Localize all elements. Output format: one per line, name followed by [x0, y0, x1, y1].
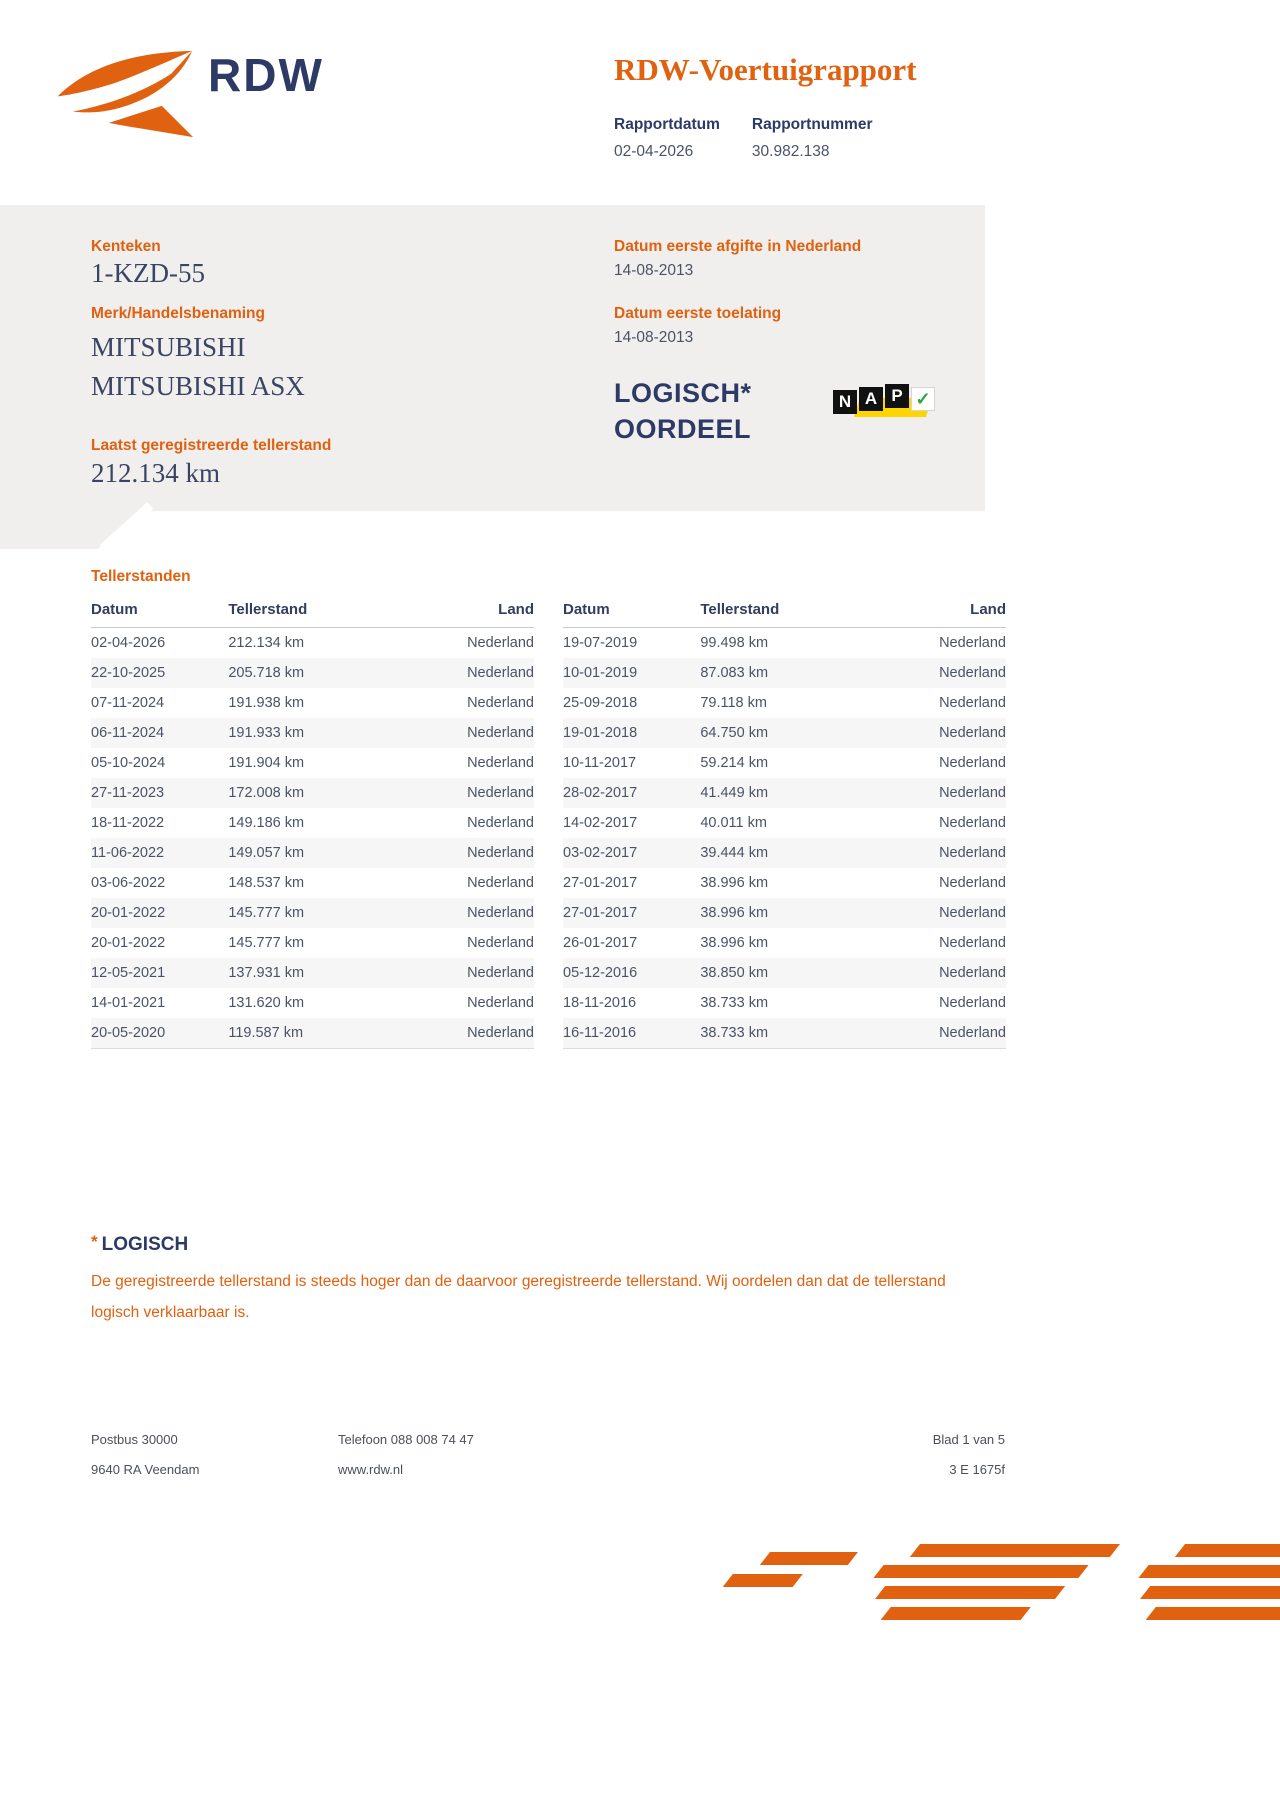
cell-tellerstand: 212.134 km	[228, 635, 305, 651]
table-row	[563, 898, 1006, 928]
cell-tellerstand: 149.186 km	[228, 815, 305, 831]
toelating-value: 14-08-2013	[614, 329, 694, 346]
cell-land: Nederland	[467, 905, 534, 921]
cell-datum: 11-06-2022	[91, 845, 165, 861]
cell-datum: 27-01-2017	[563, 905, 638, 921]
cell-tellerstand: 191.938 km	[228, 695, 305, 711]
cell-land: Nederland	[467, 785, 534, 801]
bottom-wing-stripes-decoration	[645, 1538, 1280, 1648]
oordeel-line1: LOGISCH*	[614, 378, 752, 408]
rdw-logo-wordmark: RDW	[208, 49, 324, 101]
table-row	[563, 688, 1006, 718]
cell-tellerstand: 40.011 km	[700, 815, 767, 831]
rdw-logo	[52, 48, 324, 140]
report-number-block	[752, 116, 873, 161]
cell-tellerstand: 145.777 km	[228, 935, 305, 951]
kenteken-label: Kenteken	[91, 238, 161, 255]
cell-land: Nederland	[467, 815, 534, 831]
cell-land: Nederland	[467, 635, 534, 651]
footer-doc-code: 3 E 1675f	[949, 1462, 1005, 1477]
report-date-label: Rapportdatum	[614, 116, 720, 133]
cell-tellerstand: 64.750 km	[700, 725, 769, 741]
table-row	[91, 658, 534, 688]
tellerstand-value: 212.134 km	[91, 458, 221, 488]
cell-tellerstand: 191.904 km	[228, 755, 305, 771]
table-row	[91, 688, 534, 718]
cell-datum: 27-01-2017	[563, 875, 638, 891]
table-row	[563, 1018, 1006, 1049]
table-row	[91, 718, 534, 748]
cell-land: Nederland	[939, 875, 1006, 891]
tellerstand-label: Laatst geregistreerde tellerstand	[91, 437, 332, 454]
cell-datum: 20-01-2022	[91, 905, 166, 921]
cell-datum: 07-11-2024	[91, 695, 165, 711]
cell-land: Nederland	[939, 725, 1006, 741]
report-title: RDW-Voertuigrapport	[614, 52, 917, 87]
table-row	[563, 808, 1006, 838]
cell-land: Nederland	[939, 965, 1006, 981]
nap-letter-a: A	[859, 387, 883, 411]
logisch-title-text: LOGISCH	[101, 1234, 189, 1255]
cell-datum: 18-11-2016	[563, 995, 637, 1011]
cell-tellerstand: 87.083 km	[700, 665, 769, 681]
table-row	[91, 988, 534, 1018]
cell-tellerstand: 38.996 km	[700, 935, 769, 951]
cell-datum: 14-02-2017	[563, 815, 638, 831]
cell-datum: 03-02-2017	[563, 845, 638, 861]
cell-datum: 28-02-2017	[563, 785, 638, 801]
table-header-row	[563, 595, 1006, 628]
cell-tellerstand: 79.118 km	[700, 695, 767, 711]
cell-tellerstand: 145.777 km	[228, 905, 305, 921]
cell-tellerstand: 38.996 km	[700, 905, 769, 921]
cell-land: Nederland	[939, 935, 1006, 951]
cell-tellerstand: 205.718 km	[228, 665, 305, 681]
merk-label: Merk/Handelsbenaming	[91, 305, 265, 322]
cell-datum: 27-11-2023	[91, 785, 165, 801]
table-row	[91, 928, 534, 958]
cell-datum: 16-11-2016	[563, 1018, 700, 1049]
column-header-datum: Datum	[91, 595, 228, 628]
table-row	[91, 628, 534, 659]
cell-datum: 18-11-2022	[91, 815, 165, 831]
table-row	[91, 748, 534, 778]
cell-datum: 05-10-2024	[91, 755, 166, 771]
cell-tellerstand: 137.931 km	[228, 965, 305, 981]
cell-datum: 06-11-2024	[91, 725, 165, 741]
cell-tellerstand: 38.733 km	[700, 995, 769, 1011]
cell-datum: 20-01-2022	[91, 935, 166, 951]
footer-address-line2: 9640 RA Veendam	[91, 1462, 200, 1477]
column-header-land: Land	[873, 595, 1006, 628]
tellerstanden-section-title: Tellerstanden	[91, 568, 191, 585]
cell-datum: 20-05-2020	[91, 1018, 228, 1049]
cell-datum: 14-01-2021	[91, 995, 166, 1011]
nap-logo	[833, 383, 937, 425]
table-row	[563, 628, 1006, 659]
cell-land: Nederland	[939, 785, 1006, 801]
asterisk-marker: *	[91, 1232, 98, 1251]
column-header-tellerstand: Tellerstand	[228, 595, 401, 628]
cell-tellerstand: 38.996 km	[700, 875, 769, 891]
cell-datum: 12-05-2021	[91, 965, 166, 981]
cell-land: Nederland	[939, 755, 1006, 771]
table-row	[563, 658, 1006, 688]
table-row	[563, 958, 1006, 988]
footer-address-line1: Postbus 30000	[91, 1432, 178, 1447]
cell-tellerstand: 41.449 km	[700, 785, 769, 801]
cell-datum: 22-10-2025	[91, 665, 166, 681]
cell-land: Nederland	[939, 665, 1006, 681]
afgifte-label: Datum eerste afgifte in Nederland	[614, 238, 862, 255]
cell-tellerstand: 191.933 km	[228, 725, 305, 741]
cell-land: Nederland	[873, 1018, 1006, 1049]
cell-datum: 10-11-2017	[563, 755, 637, 771]
tellerstanden-table-left	[91, 595, 534, 1049]
cell-land: Nederland	[401, 1018, 534, 1049]
footer-phone: Telefoon 088 008 74 47	[338, 1432, 474, 1447]
report-number-label: Rapportnummer	[751, 116, 873, 133]
table-row	[563, 748, 1006, 778]
table-row	[91, 808, 534, 838]
cell-land: Nederland	[939, 695, 1006, 711]
table-header-row	[91, 595, 534, 628]
kenteken-value: 1-KZD-55	[91, 258, 205, 288]
merk-value-line2: MITSUBISHI ASX	[91, 371, 305, 401]
cell-tellerstand: 172.008 km	[228, 785, 305, 801]
cell-land: Nederland	[467, 695, 534, 711]
table-row	[91, 778, 534, 808]
cell-tellerstand: 148.537 km	[228, 875, 305, 891]
cell-tellerstand: 39.444 km	[700, 845, 769, 861]
logisch-explanation-title	[91, 1234, 188, 1256]
afgifte-value: 14-08-2013	[614, 262, 694, 279]
cell-land: Nederland	[467, 845, 534, 861]
column-header-land: Land	[401, 595, 534, 628]
cell-land: Nederland	[939, 995, 1006, 1011]
cell-tellerstand: 99.498 km	[700, 635, 769, 651]
nap-letter-p: P	[885, 384, 909, 408]
table-row	[91, 868, 534, 898]
footer-page-indicator: Blad 1 van 5	[932, 1432, 1005, 1447]
rdw-wing-icon	[52, 48, 194, 140]
cell-tellerstand: 38.850 km	[700, 965, 769, 981]
cell-datum: 02-04-2026	[91, 635, 166, 651]
cell-datum: 26-01-2017	[563, 935, 638, 951]
report-date-value: 02-04-2026	[614, 143, 694, 160]
footer-website[interactable]: www.rdw.nl	[338, 1462, 404, 1477]
cell-land: Nederland	[939, 905, 1006, 921]
table-row	[563, 988, 1006, 1018]
cell-tellerstand: 59.214 km	[700, 755, 769, 771]
nap-letter-n: N	[833, 390, 857, 414]
cell-tellerstand: 131.620 km	[228, 995, 305, 1011]
cell-tellerstand: 149.057 km	[228, 845, 305, 861]
table-row	[91, 898, 534, 928]
table-row	[563, 778, 1006, 808]
cell-datum: 05-12-2016	[563, 965, 638, 981]
cell-land: Nederland	[467, 965, 534, 981]
toelating-label: Datum eerste toelating	[614, 305, 782, 322]
cell-datum: 03-06-2022	[91, 875, 166, 891]
cell-tellerstand: 119.587 km	[228, 1018, 401, 1049]
cell-datum: 19-01-2018	[563, 725, 638, 741]
table-row	[91, 1018, 534, 1049]
table-row	[563, 868, 1006, 898]
merk-value-line1: MITSUBISHI	[91, 332, 246, 362]
cell-land: Nederland	[467, 665, 534, 681]
cell-land: Nederland	[939, 845, 1006, 861]
table-row	[563, 838, 1006, 868]
cell-land: Nederland	[467, 875, 534, 891]
cell-land: Nederland	[939, 635, 1006, 651]
report-number-value: 30.982.138	[751, 143, 830, 160]
cell-land: Nederland	[467, 935, 534, 951]
cell-land: Nederland	[939, 815, 1006, 831]
cell-datum: 25-09-2018	[563, 695, 638, 711]
report-date-block	[614, 116, 720, 161]
table-row	[91, 958, 534, 988]
column-header-tellerstand: Tellerstand	[700, 595, 873, 628]
cell-land: Nederland	[467, 725, 534, 741]
report-meta	[614, 116, 873, 161]
logisch-explanation-body: De geregistreerde tellerstand is steeds hoger dan de daarvoor geregistreerde tellerstand. Wij oordelen dan dat de tellerstand logisch verklaarbaar is.	[91, 1273, 946, 1321]
nap-checkmark-icon: ✓	[911, 387, 935, 411]
cell-tellerstand: 38.733 km	[700, 1018, 873, 1049]
cell-datum: 10-01-2019	[563, 665, 638, 681]
cell-land: Nederland	[467, 995, 534, 1011]
table-row	[563, 928, 1006, 958]
tellerstanden-table-right	[563, 595, 1006, 1049]
column-header-datum: Datum	[563, 595, 700, 628]
table-row	[91, 838, 534, 868]
oordeel-line2: OORDEEL	[614, 414, 752, 444]
table-row	[563, 718, 1006, 748]
cell-datum: 19-07-2019	[563, 635, 638, 651]
cell-land: Nederland	[467, 755, 534, 771]
